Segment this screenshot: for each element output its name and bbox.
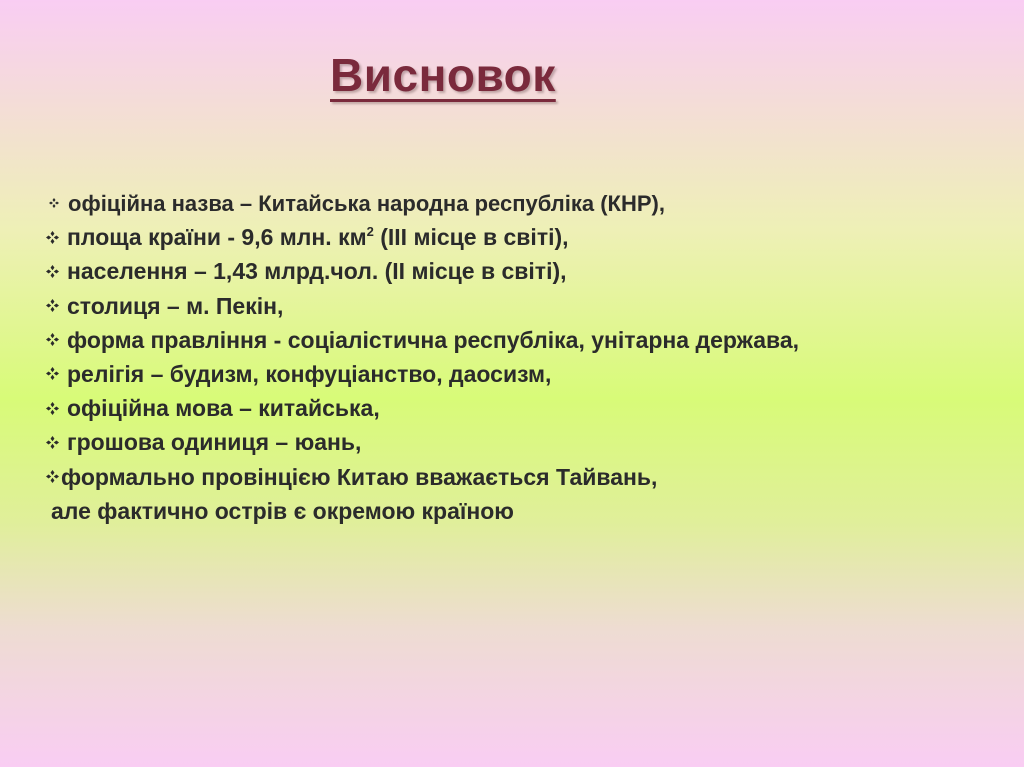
bullet-item bbox=[46, 425, 1006, 459]
slide-title: Висновок bbox=[330, 49, 556, 101]
bullet-item bbox=[46, 289, 1006, 323]
bullet-text: площа країни - 9,6 млн. км bbox=[67, 224, 367, 251]
superscript: 2 bbox=[366, 224, 374, 240]
four-diamond-icon bbox=[46, 367, 59, 380]
four-diamond-icon bbox=[46, 402, 59, 415]
four-diamond-icon bbox=[46, 436, 59, 449]
bullet-text: офіційна назва – Китайська народна республіка (КНР), bbox=[68, 191, 665, 216]
bullet-item bbox=[46, 391, 1006, 425]
bullet-text: форма правління - соціалістична республіка, унітарна держава, bbox=[67, 326, 800, 353]
bullet-item bbox=[46, 323, 1006, 357]
bullet-text-continued: (ІІІ місце в світі), bbox=[373, 224, 569, 251]
bullet-text: офіційна мова – китайська, bbox=[67, 395, 380, 422]
bullet-item bbox=[46, 186, 1006, 220]
bullet-continuation: але фактично острів є окремою країною bbox=[51, 497, 514, 524]
bullet-text: грошова одиниця – юань, bbox=[67, 429, 362, 456]
bullet-list bbox=[46, 186, 1006, 528]
bullet-text: релігія – будизм, конфуціанство, даосизм, bbox=[67, 360, 552, 387]
bullet-item bbox=[46, 357, 1006, 391]
four-diamond-icon bbox=[46, 299, 59, 312]
bullet-text: формально провінцією Китаю вважається Тайвань, bbox=[61, 463, 658, 490]
four-diamond-icon bbox=[46, 265, 59, 278]
bullet-text: населення – 1,43 млрд.чол. (ІІ місце в світі), bbox=[67, 258, 567, 285]
bullet-text: столиця – м. Пекін, bbox=[67, 292, 284, 319]
four-diamond-icon bbox=[46, 333, 59, 346]
bullet-item bbox=[46, 220, 1006, 254]
four-diamond-icon bbox=[46, 470, 59, 483]
four-diamond-icon bbox=[49, 198, 59, 208]
bullet-item bbox=[46, 254, 1006, 288]
bullet-item bbox=[46, 460, 1006, 494]
four-diamond-icon bbox=[46, 231, 59, 244]
